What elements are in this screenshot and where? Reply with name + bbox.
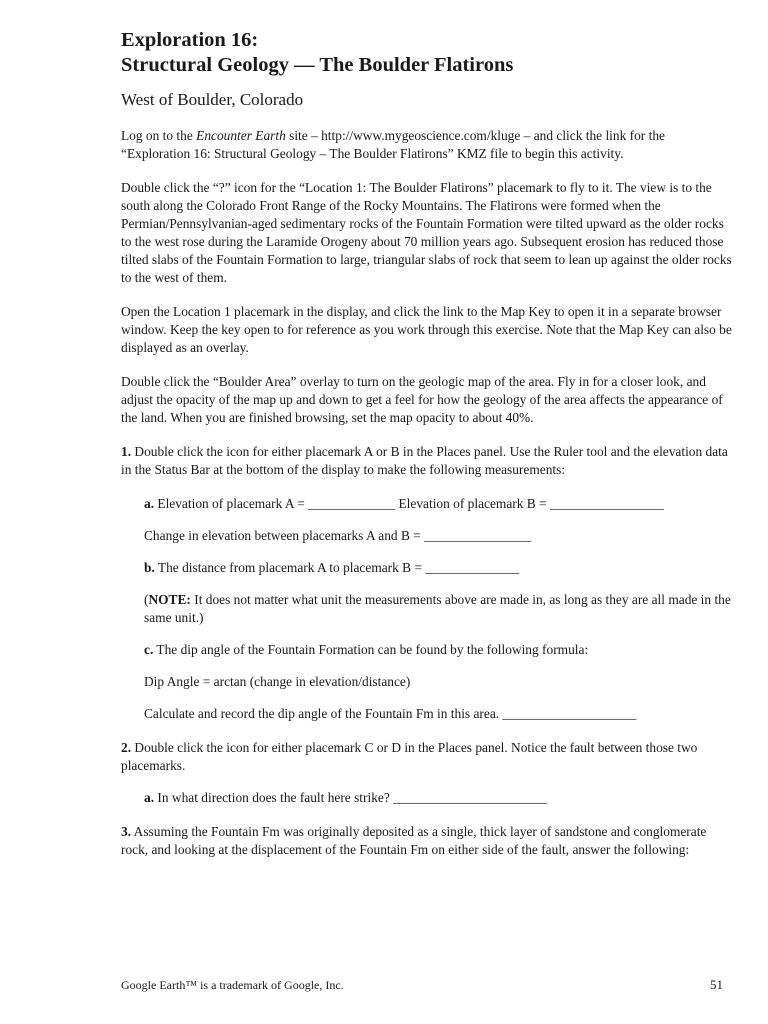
page-number: 51 <box>710 977 723 992</box>
question-1-calc: Calculate and record the dip angle of the Fountain Fm in this area. ____________________ <box>144 706 637 721</box>
page-footer <box>121 977 723 993</box>
trademark-notice: Google Earth™ is a trademark of Google, Inc. <box>121 978 344 992</box>
intro-paragraph-1: Log on to the Encounter Earth site – http://www.mygeoscience.com/kluge – and click the link for the “Exploration 16: Structural Geology – The Boulder Flatirons” KMZ file to begin this activity. <box>121 128 665 161</box>
intro-paragraph-4: Double click the “Boulder Area” overlay to turn on the geologic map of the area. Fly in for a closer look, and adjust the opacity of the map up and down to get a feel for how the geology of the area affects the appearance of the land. When you are finished browsing, set the map opacity to about 40%. <box>121 374 723 425</box>
intro-paragraph-2: Double click the “?” icon for the “Location 1: The Boulder Flatirons” placemark to fly to it. The view is to the south along the Colorado Front Range of the Rocky Mountains. The Flatirons were formed when the Permian/Pennsylvanian-aged sedimentary rocks of the Fountain Formation were tilted upward as the older rocks to the west rose during the Laramide Orogeny about 70 million years ago. Subsequent erosion has reduced those tilted slabs of the Fountain Formation to large, triangular slabs of rock that seem to lean up against the older rocks to the west of them. <box>121 180 732 285</box>
title-line-1: Exploration 16: <box>121 29 259 51</box>
question-1-change: Change in elevation between placemarks A and B = ________________ <box>144 528 532 543</box>
page-title <box>121 28 736 78</box>
question-1-note: (NOTE: It does not matter what unit the measurements above are made in, as long as they are all made in the same unit.) <box>144 592 731 625</box>
question-2a: a. In what direction does the fault here strike? _______________________ <box>144 790 548 805</box>
question-1b: b. The distance from placemark A to placemark B = ______________ <box>144 560 520 575</box>
question-3: 3. Assuming the Fountain Fm was originally deposited as a single, thick layer of sandstone and conglomerate rock, and looking at the displacement of the Fountain Fm on either side of the fault, answer the following: <box>121 824 707 857</box>
page-subtitle: West of Boulder, Colorado <box>121 90 304 109</box>
question-2: 2. Double click the icon for either placemark C or D in the Places panel. Notice the fault between those two placemarks. <box>121 740 698 773</box>
dip-angle-formula: Dip Angle = arctan (change in elevation/distance) <box>144 674 411 689</box>
question-1a: a. Elevation of placemark A = _____________ Elevation of placemark B = _________________ <box>144 496 664 511</box>
question-1: 1. Double click the icon for either placemark A or B in the Places panel. Use the Ruler tool and the elevation data in the Status Bar at the bottom of the display to make the following measurements: <box>121 444 728 477</box>
question-number: 1. <box>121 444 132 459</box>
intro-paragraph-3: Open the Location 1 placemark in the display, and click the link to the Map Key to open it in a separate browser window. Keep the key open to for reference as you work through this exercise. Note that the Map Key can also be displayed as an overlay. <box>121 304 732 355</box>
question-number: 3. <box>121 824 132 839</box>
site-name: Encounter Earth <box>196 128 286 143</box>
title-line-2: Structural Geology — The Boulder Flatirons <box>121 54 514 76</box>
question-number: 2. <box>121 740 132 755</box>
document-page <box>121 28 736 859</box>
question-1c: c. The dip angle of the Fountain Formation can be found by the following formula: <box>144 642 589 657</box>
